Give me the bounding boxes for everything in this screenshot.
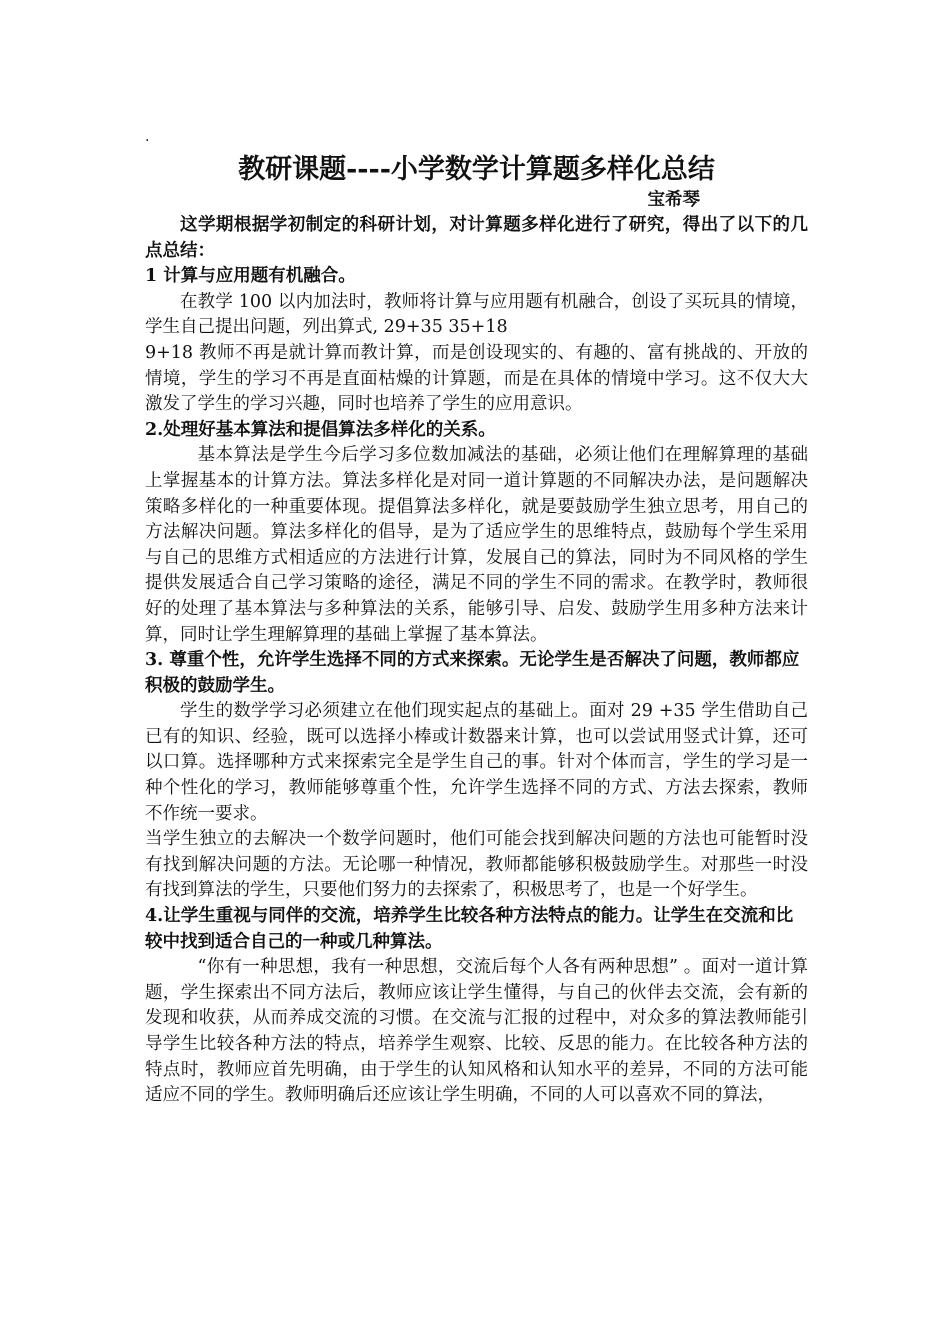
section-1-paragraph-2: 9+18 教师不再是就计算而教计算，而是创设现实的、有趣的、富有挑战的、开放的情境，学生的学习不再是直面枯燥的计算题，而是在具体的情境中学习。这不仅大大激发了学生的学习兴趣，同时也培养了学生的应用意识。 bbox=[145, 342, 808, 415]
section-3-paragraph-1: 学生的数学学习必须建立在他们现实起点的基础上。面对 29 +35 学生借助自己已有的知识、经验，既可以选择小棒或计数器来计算，也可以尝试用竖式计算，还可以口算。选择哪种方式来探索完全是学生自己的事。针对个体而言，学生的学习是一种个性化的学习，教师能够尊重个性，允许学生选择不同的方式、方法去探索，教师不作统一要求。 bbox=[145, 701, 808, 824]
section-1-heading: 1 计算与应用题有机融合。 bbox=[145, 266, 356, 287]
section-3-heading: 3. 尊重个性，允许学生选择不同的方式来探索。无论学生是否解决了问题，教师都应积极的鼓励学生。 bbox=[145, 650, 800, 696]
section-2-heading: 2.处理好基本算法和提倡算法多样化的关系。 bbox=[145, 419, 496, 440]
section-1-paragraph-1: 在教学 100 以内加法时，教师将计算与应用题有机融合，创设了买玩具的情境，学生自己提出问题，列出算式, 29+35 35+18 bbox=[145, 291, 808, 338]
document-title: 教研课题----小学数学计算题多样化总结 bbox=[238, 154, 715, 185]
author-name: 宝希琴 bbox=[647, 190, 700, 210]
page-marker: . bbox=[145, 129, 150, 145]
document-page bbox=[145, 130, 808, 1109]
section-3-paragraph-2: 当学生独立的去解决一个数学问题时，他们可能会找到解决问题的方法也可能暂时没有找到解决问题的方法。无论哪一种情况，教师都能够积极鼓励学生。对那些一时没有找到算法的学生，只要他们努力的去探索了，积极思考了，也是一个好学生。 bbox=[145, 829, 808, 901]
intro-paragraph: 这学期根据学初制定的科研计划，对计算题多样化进行了研究，得出了以下的几点总结： bbox=[145, 215, 808, 261]
section-4-heading: 4.让学生重视与同伴的交流，培养学生比较各种方法特点的能力。让学生在交流和比较中找到适合自己的一种或几种算法。 bbox=[145, 906, 794, 952]
section-2-paragraph-1: 基本算法是学生今后学习多位数加减法的基础，必须让他们在理解算理的基础上掌握基本的计算方法。算法多样化是对同一道计算题的不同解决办法，是问题解决策略多样化的一种重要体现。提倡算法多样化，就是要鼓励学生独立思考，用自己的方法解决问题。算法多样化的倡导，是为了适应学生的思维特点，鼓励每个学生采用与自己的思维方式相适应的方法进行计算，发展自己的算法，同时为不同风格的学生提供发展适合自己学习策略的途径，满足不同的学生不同的需求。在教学时，教师很好的处理了基本算法与多种算法的关系，能够引导、启发、鼓励学生用多种方法来计算，同时让学生理解算理的基础上掌握了基本算法。 bbox=[145, 445, 808, 645]
section-4-paragraph-1: “你有一种思想，我有一种思想，交流后每个人各有两种思想” 。面对一道计算题，学生探索出不同方法后，教师应该让学生懂得，与自己的伙伴去交流，会有新的发现和收获，从而养成交流的习惯。在交流与汇报的过程中，对众多的算法教师能引导学生比较各种方法的特点，培养学生观察、比较、反思的能力。在比较各种方法的特点时，教师应首先明确，由于学生的认知风格和认知水平的差异，不同的方法可能适应不同的学生。教师明确后还应该让学生明确，不同的人可以喜欢不同的算法， bbox=[145, 957, 808, 1106]
